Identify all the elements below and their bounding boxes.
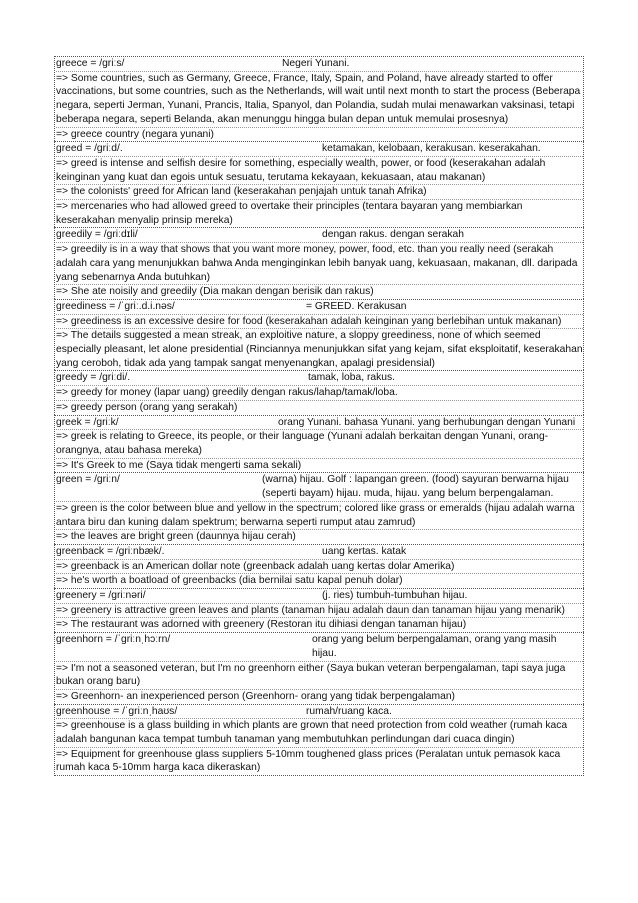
- entry-term: greenhorn = /ˈɡriːnˌhɔːrn/: [56, 634, 171, 646]
- entry-definition: => greedily is in a way that shows that you want more money, power, food, etc. than you really need (serakah adalah cara yang menunjukkan bahwa Anda menginginkan lebih banyak uang, kekuasaan, makanan, dll. daripada yang sebenarnya Anda butuhkan): [56, 243, 583, 285]
- entry-definition: => greediness is an excessive desire for food (keserakahan adalah keinginan yang berlebihan untuk makanan): [56, 315, 583, 330]
- entry-example: => She ate noisily and greedily (Dia makan dengan berisik dan rakus): [56, 286, 374, 298]
- entry-green: [54, 472, 584, 544]
- entry-term: greedy = /griːdi/.: [56, 372, 131, 384]
- entry-example: => It's Greek to me (Saya tidak mengerti sama sekali): [56, 459, 302, 471]
- entry-definition: => greenhouse is a glass building in which plants are grown that need protection from cold weather (rumah kaca adalah bangunan kaca tempat tumbuh tanaman yang membutuhkan perlindungan dari cuaca dingin): [56, 719, 583, 747]
- entry-greece: [54, 56, 584, 141]
- entry-headword-line: [56, 228, 583, 243]
- entry-headword-line: [56, 705, 583, 720]
- entry-definition: => greed is intense and selfish desire for something, especially wealth, power, or food (keserakahan adalah keinginan yang kuat dan egois untuk sesuatu, terutama kekayaan, kekuasaan, atau makanan): [56, 157, 583, 185]
- entry-term: green = /griːn/: [56, 474, 120, 486]
- entry-example: => he's worth a boatload of greenbacks (dia bernilai satu kapal penuh dolar): [56, 575, 403, 587]
- entry-greek: [54, 415, 584, 473]
- entry-meaning: Negeri Yunani.: [282, 58, 350, 69]
- entry-headword-line: [56, 416, 583, 431]
- entry-headword-line: [56, 300, 583, 315]
- entry-example: => Greenhorn- an inexperienced person (Greenhorn- orang yang tidak berpengalaman): [56, 690, 455, 702]
- entry-example: => the colonists' greed for African land (keserakahan penjajah untuk tanah Afrika): [56, 185, 583, 200]
- entry-meaning: tamak, loba, rakus.: [308, 372, 395, 384]
- entry-headword-line: [56, 142, 583, 157]
- entry-term: greedily = /griːdɪli/: [56, 229, 138, 241]
- entry-greenback: [54, 544, 584, 588]
- entry-term: greediness = /ˈɡriː.d.i.nəs/: [56, 300, 175, 312]
- entry-meaning: (warna) hijau. Golf : lapangan green. (food) sayuran berwarna hijau (seperti bayam) hijau. muda, hijau. yang belum berpengalaman.: [262, 474, 569, 500]
- entry-definition: => Some countries, such as Germany, Greece, France, Italy, Spain, and Poland, have already started to offer vaccinations, but some countries, such as the Netherlands, will wait until next month to start the process (Beberapa negara, seperti Jerman, Yunani, Prancis, Italia, Spanyol, dan Polandia, sudah mulai menawarkan vaksinasi, tetapi beberapa negara, seperti Belanda, akan menunggu hingga bulan depan untuk memulai prosesnya): [56, 72, 583, 128]
- entry-definition: => greenery is attractive green leaves and plants (tanaman hijau adalah daun dan tanaman hijau yang menarik): [56, 604, 583, 619]
- entry-term: greenback = /griːnbæk/.: [56, 545, 165, 557]
- entry-greenhorn: [54, 632, 584, 704]
- entry-headword-line: [56, 633, 583, 661]
- entry-definition: => green is the color between blue and yellow in the spectrum; colored like grass or emeralds (hijau adalah warna antara biru dan kuning dalam spektrum; berwarna seperti rumput atau zamrud): [56, 502, 583, 530]
- entry-definition: => greedy for money (lapar uang) greedily dengan rakus/lahap/tamak/loba.: [56, 386, 583, 401]
- entry-meaning: (j. ries) tumbuh-tumbuhan hijau.: [322, 590, 468, 602]
- entry-meaning: rumah/ruang kaca.: [306, 705, 392, 717]
- entry-meaning: ketamakan, kelobaan, kerakusan. keserakahan.: [322, 143, 541, 155]
- entry-greedy: [54, 370, 584, 414]
- entry-meaning: uang kertas. katak: [322, 545, 407, 557]
- entry-greenery: [54, 588, 584, 632]
- entry-meaning: orang Yunani. bahasa Yunani. yang berhubungan dengan Yunani: [278, 416, 576, 428]
- entry-term: greed = /griːd/.: [56, 143, 123, 155]
- entry-definition: => greenback is an American dollar note (greenback adalah uang kertas dolar Amerika): [56, 560, 583, 575]
- entry-meaning: dengan rakus. dengan serakah: [322, 229, 464, 241]
- entry-definition: => greek is relating to Greece, its people, or their language (Yunani adalah berkaitan dengan Yunani, orang-orangnya, atau bahasa mereka): [56, 430, 583, 458]
- entry-example: => The details suggested a mean streak, an exploitive nature, a sloppy greediness, none of which seemed especially pleasant, let alone presidential (Rinciannya menunjukkan sifat yang kejam, sifat eksploitatif, keserakahan yang ceroboh, tidak ada yang tampak sangat menyenangkan, apalagi presidensial): [56, 330, 583, 369]
- entry-term: greek = /griːk/: [56, 416, 119, 428]
- entry-example: => the leaves are bright green (daunnya hijau cerah): [56, 531, 296, 543]
- entry-greedily: [54, 227, 584, 299]
- entry-example: => greece country (negara yunani): [56, 128, 214, 140]
- entry-meaning: = GREED. Kerakusan: [306, 300, 407, 312]
- entry-headword-line: [56, 589, 583, 604]
- entry-greed: [54, 141, 584, 227]
- entry-greediness: [54, 299, 584, 371]
- entry-headword-line: [56, 371, 583, 386]
- entry-term: greece = /griːs/: [56, 58, 125, 69]
- entry-headword-line: [56, 57, 583, 72]
- entry-headword-line: [56, 473, 583, 501]
- entry-example: => greedy person (orang yang serakah): [56, 401, 238, 413]
- entry-term: greenery = /griːnəri/: [56, 590, 146, 602]
- entry-term: greenhouse = /ˈɡriːnˌhaʊs/: [56, 705, 178, 717]
- entry-definition: => I'm not a seasoned veteran, but I'm no greenhorn either (Saya bukan veteran berpengalaman, tapi saya juga bukan orang baru): [56, 662, 583, 690]
- entry-example: => The restaurant was adorned with greenery (Restoran itu dihiasi dengan tanaman hijau): [56, 619, 467, 631]
- entry-headword-line: [56, 545, 583, 560]
- entry-meaning: orang yang belum berpengalaman, orang yang masih hijau.: [312, 634, 557, 659]
- entry-example: => Equipment for greenhouse glass suppliers 5-10mm toughened glass prices (Peralatan untuk pemasok kaca rumah kaca 5-10mm harga kaca dikeraskan): [56, 748, 561, 774]
- entry-greenhouse: [54, 704, 584, 777]
- entry-example: => mercenaries who had allowed greed to overtake their principles (tentara bayaran yang membiarkan keserakahan menyalip prinsip mereka): [56, 201, 523, 226]
- dictionary-page: [54, 56, 584, 776]
